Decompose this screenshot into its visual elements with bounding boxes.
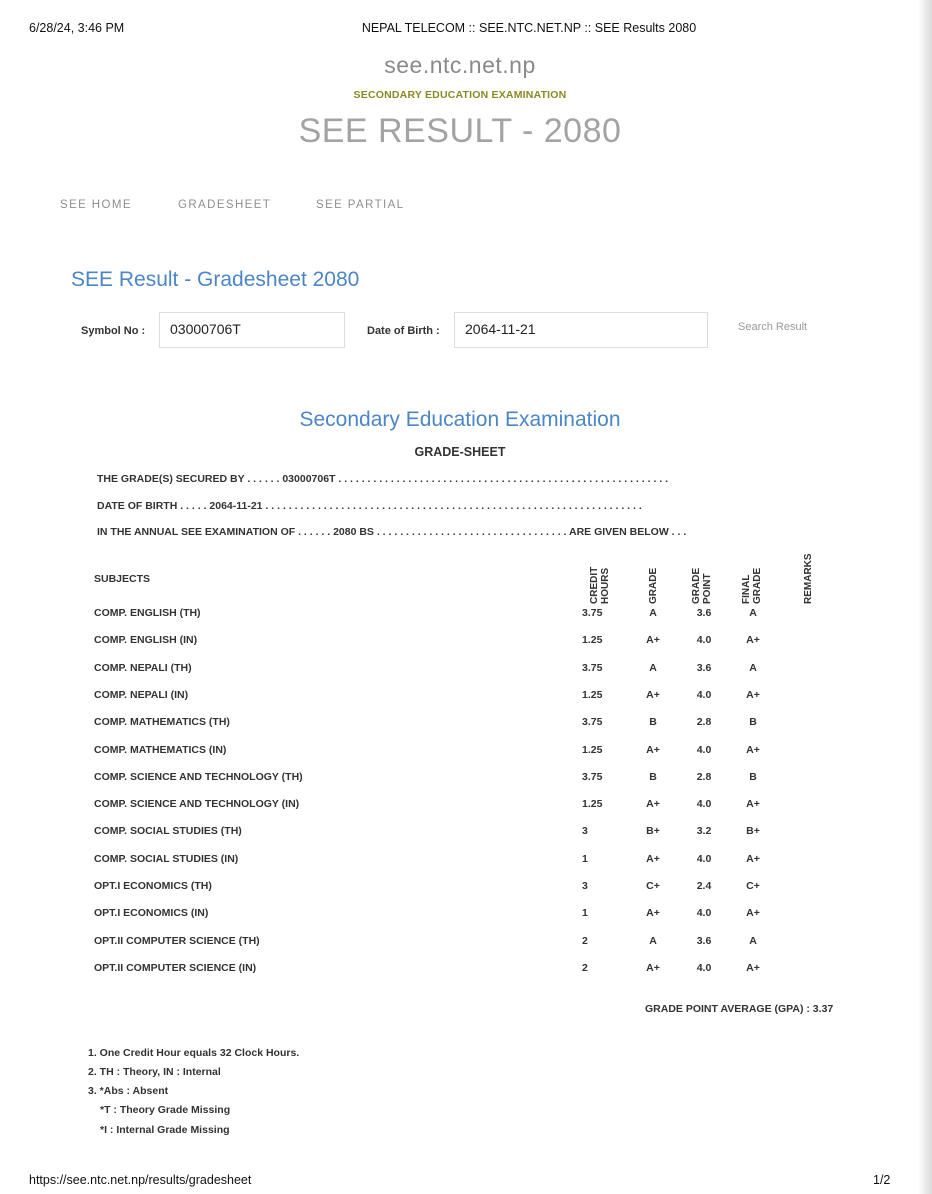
grade-cell: A+ [646, 798, 660, 810]
table-row [0, 689, 920, 709]
print-page-title: NEPAL TELECOM :: SEE.NTC.NET.NP :: SEE Results 2080 [361, 21, 697, 35]
gradesheet-title: Secondary Education Examination [299, 408, 621, 431]
exam-year-line: IN THE ANNUAL SEE EXAMINATION OF . . . . . . 2080 BS . . . . . . . . . . . . . . . . . . . . . . . . . . . . . . . . . ARE GIVEN BELOW . . . [97, 526, 687, 538]
grade-point-cell: 4.0 [696, 798, 712, 810]
final-grade-cell: B [749, 716, 757, 728]
note-theory-internal: 2. TH : Theory, IN : Internal [88, 1066, 221, 1078]
page-edge-shadow [918, 0, 932, 1194]
site-heading: SEE RESULT - 2080 [298, 112, 622, 150]
grade-point-cell: 4.0 [696, 634, 712, 646]
column-header-grade-point: GRADE POINT [691, 567, 713, 604]
date-of-birth-line: DATE OF BIRTH . . . . . 2064-11-21 . . . . . . . . . . . . . . . . . . . . . . . . . . . . . . . . . . . . . . . . . . . . . . . . . . . . . . . . . . . . . . . . . [97, 500, 642, 512]
grade-point-cell: 4.0 [696, 744, 712, 756]
table-row [0, 662, 920, 682]
credit-hours-cell: 2 [582, 962, 588, 974]
grade-cell: C+ [646, 880, 660, 892]
site-logo[interactable]: see.ntc.net.np [384, 52, 536, 78]
table-row [0, 716, 920, 736]
symbol-no-input[interactable]: 03000706T [159, 312, 345, 348]
grade-point-cell: 4.0 [696, 853, 712, 865]
table-row [0, 771, 920, 791]
grade-cell: A+ [646, 744, 660, 756]
subject-cell: OPT.II COMPUTER SCIENCE (IN) [94, 962, 257, 974]
site-subtitle: SECONDARY EDUCATION EXAMINATION [353, 89, 567, 101]
table-row [0, 935, 920, 955]
grade-point-cell: 3.6 [696, 662, 712, 674]
credit-hours-cell: 1.25 [582, 744, 603, 756]
nav-see-partial[interactable]: SEE PARTIAL [316, 199, 405, 211]
subject-cell: COMP. MATHEMATICS (TH) [94, 716, 230, 728]
print-url: https://see.ntc.net.np/results/gradesheet [29, 1173, 252, 1187]
final-grade-cell: B [749, 771, 757, 783]
final-grade-cell: A+ [746, 689, 760, 701]
print-datetime: 6/28/24, 3:46 PM [29, 21, 125, 35]
print-page-number: 1/2 [873, 1173, 891, 1187]
search-result-button[interactable]: Search Result [738, 321, 808, 333]
note-internal-missing: *I : Internal Grade Missing [100, 1124, 230, 1136]
subject-cell: OPT.I ECONOMICS (TH) [94, 880, 212, 892]
credit-hours-cell: 3.75 [582, 771, 603, 783]
subject-cell: COMP. SOCIAL STUDIES (IN) [94, 853, 239, 865]
grade-cell: B [649, 771, 657, 783]
final-grade-cell: C+ [746, 880, 760, 892]
date-of-birth-input[interactable]: 2064-11-21 [454, 312, 708, 348]
grade-cell: A [649, 607, 657, 619]
final-grade-cell: A+ [746, 907, 760, 919]
nav-gradesheet[interactable]: GRADESHEET [178, 199, 272, 211]
grade-point-cell: 4.0 [696, 907, 712, 919]
final-grade-cell: A+ [746, 798, 760, 810]
final-grade-cell: A [749, 935, 757, 947]
subject-cell: COMP. SCIENCE AND TECHNOLOGY (IN) [94, 798, 300, 810]
subject-cell: COMP. MATHEMATICS (IN) [94, 744, 227, 756]
credit-hours-cell: 3.75 [582, 607, 603, 619]
table-row [0, 853, 920, 873]
column-header-remarks: REMARKS [803, 553, 814, 604]
column-header-subjects: SUBJECTS [94, 573, 151, 585]
symbol-no-label: Symbol No : [81, 325, 146, 337]
gradesheet-subtitle: GRADE-SHEET [414, 445, 506, 459]
subject-cell: OPT.II COMPUTER SCIENCE (TH) [94, 935, 260, 947]
final-grade-cell: A [749, 662, 757, 674]
grade-point-cell: 3.6 [696, 607, 712, 619]
gpa-summary: GRADE POINT AVERAGE (GPA) : 3.37 [645, 1003, 834, 1015]
grade-point-cell: 3.6 [696, 935, 712, 947]
grade-point-cell: 4.0 [696, 689, 712, 701]
grade-point-cell: 2.8 [696, 771, 712, 783]
grade-cell: B+ [646, 825, 660, 837]
table-row [0, 744, 920, 764]
nav-see-home[interactable]: SEE HOME [60, 199, 132, 211]
subject-cell: COMP. SOCIAL STUDIES (TH) [94, 825, 242, 837]
final-grade-cell: A+ [746, 853, 760, 865]
page-title: SEE Result - Gradesheet 2080 [71, 268, 360, 291]
credit-hours-cell: 3.75 [582, 662, 603, 674]
final-grade-cell: A [749, 607, 757, 619]
grade-point-cell: 3.2 [696, 825, 712, 837]
column-header-credit-hours: CREDIT HOURS [589, 566, 611, 604]
date-of-birth-label: Date of Birth : [367, 325, 440, 337]
table-row [0, 880, 920, 900]
final-grade-cell: A+ [746, 634, 760, 646]
column-header-grade: GRADE [648, 567, 659, 604]
note-theory-missing: *T : Theory Grade Missing [100, 1104, 231, 1116]
subject-cell: COMP. SCIENCE AND TECHNOLOGY (TH) [94, 771, 303, 783]
subject-cell: COMP. ENGLISH (TH) [94, 607, 201, 619]
grade-secured-line: THE GRADE(S) SECURED BY . . . . . . 03000706T . . . . . . . . . . . . . . . . . . . . . . . . . . . . . . . . . . . . . . . . . . . . . . . . . . . . . . . . . [97, 473, 669, 485]
final-grade-cell: A+ [746, 744, 760, 756]
subject-cell: OPT.I ECONOMICS (IN) [94, 907, 209, 919]
grade-cell: A+ [646, 962, 660, 974]
final-grade-cell: B+ [746, 825, 760, 837]
credit-hours-cell: 3 [582, 880, 588, 892]
credit-hours-cell: 3.75 [582, 716, 603, 728]
grade-cell: B [649, 716, 657, 728]
credit-hours-cell: 1.25 [582, 689, 603, 701]
grade-cell: A+ [646, 907, 660, 919]
subject-cell: COMP. NEPALI (IN) [94, 689, 189, 701]
credit-hours-cell: 3 [582, 825, 588, 837]
table-row [0, 907, 920, 927]
grade-point-cell: 2.8 [696, 716, 712, 728]
column-header-final-grade: FINAL GRADE [741, 567, 763, 604]
credit-hours-cell: 1 [582, 907, 588, 919]
table-row [0, 825, 920, 845]
grade-point-cell: 2.4 [696, 880, 712, 892]
table-row [0, 962, 920, 982]
grade-point-cell: 4.0 [696, 962, 712, 974]
grade-cell: A+ [646, 853, 660, 865]
grade-cell: A [649, 662, 657, 674]
subject-cell: COMP. ENGLISH (IN) [94, 634, 198, 646]
credit-hours-cell: 2 [582, 935, 588, 947]
credit-hours-cell: 1 [582, 853, 588, 865]
subject-cell: COMP. NEPALI (TH) [94, 662, 192, 674]
table-row [0, 607, 920, 627]
table-row [0, 798, 920, 818]
credit-hours-cell: 1.25 [582, 634, 603, 646]
final-grade-cell: A+ [746, 962, 760, 974]
note-absent: 3. *Abs : Absent [88, 1085, 169, 1097]
grade-cell: A+ [646, 689, 660, 701]
grade-cell: A+ [646, 634, 660, 646]
table-row [0, 634, 920, 654]
credit-hours-cell: 1.25 [582, 798, 603, 810]
note-credit-hour: 1. One Credit Hour equals 32 Clock Hours. [88, 1047, 300, 1059]
grade-cell: A [649, 935, 657, 947]
